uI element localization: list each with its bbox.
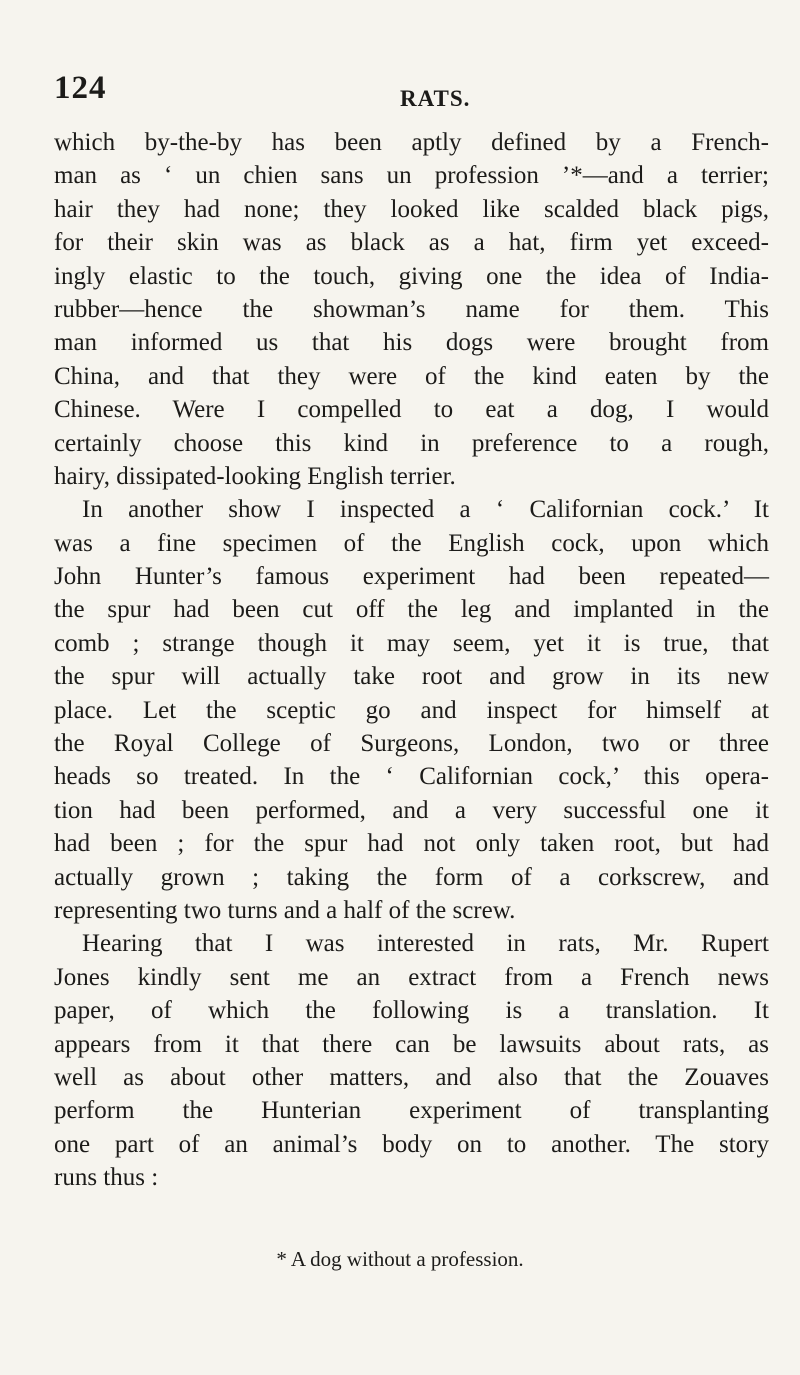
- text-line: man as ‘ un chien sans un profession ’*—and a terrier;: [54, 162, 769, 190]
- text-line: In another show I inspected a ‘ Californian cock.’ It: [82, 496, 769, 524]
- text-line: rubber—hence the showman’s name for them. This: [54, 295, 769, 323]
- text-line: hairy, dissipated-looking English terrier.: [54, 462, 456, 490]
- text-line: actually grown ; taking the form of a corkscrew, and: [54, 863, 769, 891]
- text-line: China, and that they were of the kind eaten by the: [54, 362, 769, 390]
- text-line: Chinese. Were I compelled to eat a dog, I would: [54, 396, 769, 424]
- text-line: Jones kindly sent me an extract from a French news: [54, 963, 769, 991]
- text-line: was a fine specimen of the English cock, upon which: [54, 529, 769, 557]
- paragraph-2: [54, 493, 769, 927]
- text-line: the spur had been cut off the leg and implanted in the: [54, 596, 769, 624]
- text-line: John Hunter’s famous experiment had been repeated—: [54, 563, 769, 591]
- text-line: Hearing that I was interested in rats, Mr. Rupert: [82, 930, 769, 958]
- text-line: heads so treated. In the ‘ Californian cock,’ this opera-: [54, 763, 769, 791]
- text-line: certainly choose this kind in preference to a rough,: [54, 429, 769, 457]
- text-line: appears from it that there can be lawsuits about rats, as: [54, 1030, 769, 1058]
- text-line: tion had been performed, and a very successful one it: [54, 796, 769, 824]
- text-line: comb ; strange though it may seem, yet it is true, that: [54, 629, 769, 657]
- text-line: ingly elastic to the touch, giving one the idea of India-: [54, 262, 769, 290]
- text-line: man informed us that his dogs were brought from: [54, 329, 769, 357]
- text-line: well as about other matters, and also that the Zouaves: [54, 1063, 769, 1091]
- text-line: the spur will actually take root and grow in its new: [54, 663, 769, 691]
- text-line: place. Let the sceptic go and inspect for himself at: [54, 696, 769, 724]
- text-line: perform the Hunterian experiment of transplanting: [54, 1097, 769, 1125]
- paragraph-1: [54, 126, 769, 493]
- text-line: representing two turns and a half of the screw.: [54, 896, 516, 924]
- text-line: which by-the-by has been aptly defined by a French-: [54, 129, 769, 156]
- text-line: paper, of which the following is a translation. It: [54, 997, 769, 1025]
- page-number: 124: [54, 70, 107, 106]
- running-head: [0, 70, 800, 110]
- text-line: had been ; for the spur had not only taken root, but had: [54, 830, 769, 858]
- text-line: the Royal College of Surgeons, London, two or three: [54, 730, 769, 758]
- text-line: runs thus :: [54, 1164, 159, 1192]
- paragraph-3: [54, 927, 769, 1194]
- text-line: hair they had none; they looked like scalded black pigs,: [54, 195, 769, 223]
- text-line: for their skin was as black as a hat, firm yet exceed-: [54, 229, 769, 257]
- footnote: * A dog without a profession.: [276, 1247, 524, 1271]
- text-line: one part of an animal’s body on to another. The story: [54, 1130, 769, 1158]
- body-text: [54, 126, 769, 1195]
- running-title: RATS.: [400, 86, 471, 111]
